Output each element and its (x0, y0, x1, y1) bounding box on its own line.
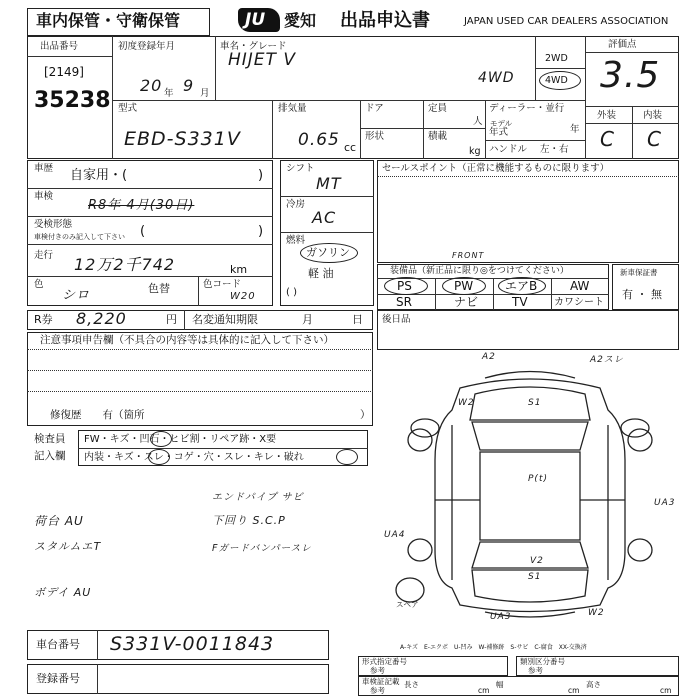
equip-ps-circle (384, 277, 428, 295)
reg-number-label: 登録番号 (36, 672, 80, 685)
model-name-label: 車名・グレード (220, 41, 287, 52)
note-body: ボデイ AU (34, 586, 92, 599)
equipment-label: 装備品（新正品に限り◎をつけてください） (390, 266, 569, 276)
score-value: 3.5 (600, 55, 661, 96)
history-close: ) (258, 168, 264, 183)
ju-logo-text: JU (245, 10, 266, 30)
color-change-label: 色替 (148, 282, 170, 295)
chassis-label: 車台番号 (36, 638, 80, 651)
history-label: 車歴 (34, 163, 54, 174)
inspection-label: 車検 (34, 191, 54, 202)
association-name: JAPAN USED CAR DEALERS ASSOCIATION (464, 16, 669, 27)
lot-number: 35238 (34, 88, 111, 113)
type-designation-label: 形式指定番号 (362, 657, 407, 666)
equip-airbag: エアB (505, 279, 538, 293)
color-value: シロ (62, 288, 91, 303)
warranty-value: 有 ・ 無 (622, 288, 662, 301)
equip-ps: PS (397, 279, 412, 293)
model-name-value: HIJET V (228, 50, 296, 70)
recycle-label: R券 (34, 313, 53, 326)
first-reg-month: 9 (183, 76, 195, 95)
handle-label: ハンドル (489, 144, 528, 155)
color-code-value: W20 (230, 291, 256, 302)
mileage-unit: km (230, 263, 248, 276)
first-reg-month-unit: 月 (200, 88, 210, 99)
repair-label: 修復歴 有（箇所 (50, 409, 145, 421)
model-year-year: 年式 (489, 127, 509, 138)
ac-value: AC (312, 208, 337, 227)
inspector-circle-2 (148, 449, 170, 465)
cert-sub: 参考 (370, 686, 385, 695)
model-year-label: モデル (490, 119, 513, 128)
mark-w2: W2 (458, 398, 475, 408)
after-date-label: 後日品 (382, 314, 411, 325)
cert-length: 長さ (404, 680, 419, 689)
class-number-sub: 参考 (528, 666, 543, 675)
receipt-label: 受検形態 (34, 219, 73, 230)
capacity-label: 定員 (428, 103, 448, 114)
equip-navi: ナビ (454, 295, 479, 309)
equip-seat: カワシート (554, 297, 604, 308)
receipt-open: ( (140, 224, 146, 239)
mark-ua4: UA4 (384, 530, 406, 540)
class-number-label: 類別区分番号 (520, 657, 565, 666)
warranty-label: 新車保証書 (620, 268, 658, 277)
inspection-value: R8年 4月(30日) (88, 198, 195, 213)
equip-sr: SR (396, 295, 412, 309)
shift-label: シフト (286, 163, 315, 174)
note-bed: 荷台 AU (34, 514, 84, 528)
repair-close: ） (360, 409, 371, 421)
after-date-box (377, 310, 679, 350)
history-value: 自家用・( (70, 168, 128, 183)
inspector-circle-1 (150, 431, 172, 447)
mark-v2: V2 (530, 556, 544, 566)
equip-aw: AW (570, 279, 590, 293)
ju-logo (238, 8, 280, 32)
door-label: ドア (365, 103, 384, 114)
load-label: 積載 (428, 131, 448, 142)
inspector-label-1: 検査員 (34, 433, 66, 445)
recycle-unit: 円 (166, 313, 177, 326)
first-reg-year-unit: 年 (164, 88, 174, 99)
capacity-unit: 人 (473, 116, 483, 127)
car-damage-diagram (380, 350, 680, 625)
cert-width: 幅 (496, 680, 504, 689)
fuel-petrol-circle (300, 243, 358, 263)
lot-label: 出品番号 (40, 41, 79, 52)
shape-label: 形状 (365, 131, 385, 142)
score-ext-value: C (600, 127, 615, 151)
equip-tv: TV (512, 295, 528, 309)
notes-label: 注意事項申告欄（不具合の内容等は具体的に記入して下さい） (40, 334, 334, 346)
drive-4wd-circle (539, 71, 581, 90)
receipt-close: ) (258, 224, 264, 239)
mark-s1-rear: S1 (528, 572, 542, 582)
fuel-label: 燃料 (286, 235, 306, 246)
fuel-paren: ( ) (286, 287, 297, 298)
score-ext-label: 外装 (597, 110, 617, 121)
displacement-label: 排気量 (278, 103, 307, 114)
spare-label: スペア (396, 600, 419, 609)
inspector-row-2: 内装・キズ・スレ・コゲ・穴・スレ・キレ・破れ (84, 452, 304, 463)
inspector-label-2: 記入欄 (34, 450, 66, 462)
mark-pt: P(t) (528, 474, 548, 484)
mark-s1-top: S1 (528, 398, 542, 408)
shift-value: MT (316, 174, 342, 193)
mark-w2-rear: W2 (588, 608, 605, 618)
score-label: 評価点 (608, 39, 637, 50)
score-int-label: 内装 (643, 110, 663, 121)
displacement-unit: cc (344, 141, 357, 154)
cert-height-unit: cm (660, 686, 672, 695)
model-code-value: EBD-S331V (124, 128, 241, 150)
handle-options: 左・右 (540, 144, 569, 155)
receipt-sublabel: 車検付きのみ記入して下さい (34, 233, 125, 241)
equipment-front-note: FRONT (452, 251, 485, 260)
header-left-title: 車内保管・守衛保管 (36, 11, 181, 30)
form-title: 出品申込書 (340, 10, 430, 31)
cert-length-unit: cm (478, 686, 490, 695)
displacement-value: 0.65 (298, 130, 340, 150)
drive-handwritten: 4WD (478, 70, 515, 86)
drive-2wd: 2WD (545, 53, 568, 64)
mileage-value: 12万2千742 (74, 255, 176, 274)
inspector-row-1: FW・キズ・凹石・ヒビ割・リペア跡・X要 (84, 434, 277, 445)
sales-point-label: セールスポイント（正常に機能するものに限ります） (382, 163, 610, 174)
model-code-label: 型式 (118, 103, 138, 114)
first-reg-label: 初度登録年月 (118, 41, 176, 52)
note-stalm: スタルムエT (34, 540, 102, 553)
chassis-value: S331V-0011843 (110, 633, 275, 655)
type-designation-sub: 参考 (370, 666, 385, 675)
cert-height: 高さ (586, 680, 601, 689)
color-label: 色 (34, 279, 44, 290)
mileage-label: 走行 (34, 250, 54, 261)
inspector-circle-3 (336, 449, 358, 465)
mark-a2-front: A2 (482, 352, 496, 362)
note-under: 下回り S.C.P (212, 514, 286, 527)
fuel-diesel: 軽 油 (308, 267, 334, 280)
score-int-value: C (647, 127, 662, 151)
ac-label: 冷房 (286, 199, 306, 210)
mark-ua3-rear: UA3 (490, 612, 512, 622)
mark-a2-sure: A2スレ (590, 355, 624, 365)
model-year-unit: 年 (570, 124, 580, 135)
equip-airbag-circle (498, 277, 546, 295)
load-unit: kg (469, 146, 481, 157)
note-fguard: Fガードバンパースレ (212, 543, 312, 554)
fuel-petrol: ガソリン (306, 246, 350, 259)
header-org: 愛知 (284, 11, 317, 30)
dealer-label: ディーラー・並行 (489, 103, 565, 114)
name-change-month: 月 (302, 313, 313, 326)
mark-ua3-side: UA3 (654, 498, 676, 508)
lot-bracket-number: [2149] (44, 65, 84, 79)
color-code-label: 色コード (203, 279, 242, 290)
equip-pw: PW (454, 279, 474, 293)
first-reg-year: 20 (140, 76, 163, 95)
damage-legend: A-キズ E-エクボ U-凹み W-補修跡 S-サビ C-腐食 XX-交換済 (400, 644, 587, 651)
cert-width-unit: cm (568, 686, 580, 695)
equip-pw-circle (442, 277, 486, 295)
recycle-value: 8,220 (76, 309, 127, 328)
drive-4wd: 4WD (545, 75, 568, 86)
name-change-day: 日 (352, 313, 363, 326)
note-endpipe: エンドパイプ サビ (212, 492, 304, 503)
cert-label: 車検証記載 (362, 677, 400, 686)
name-change-label: 名変通知期限 (192, 313, 258, 326)
